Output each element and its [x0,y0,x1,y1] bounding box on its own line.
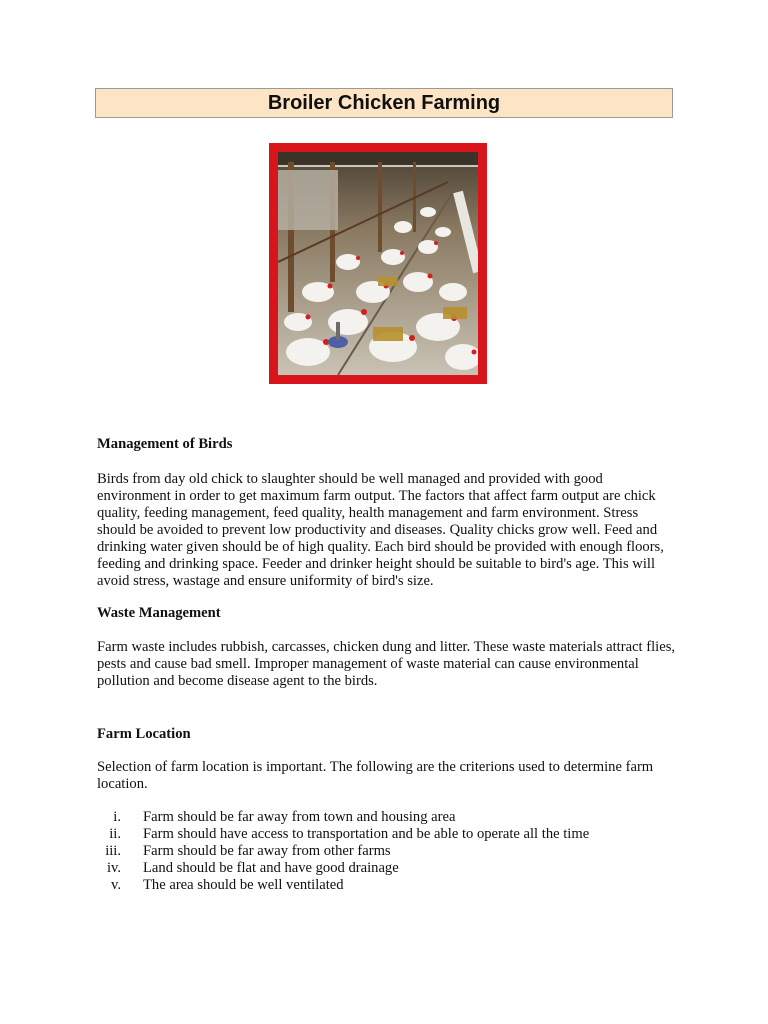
waste-paragraph: Farm waste includes rubbish, carcasses, chicken dung and litter. These waste materials attract flies, pests and cause bad smell. Improper management of waste material can cause environmental pollution and become disease agent to the birds. [97,639,676,689]
list-item-text: Farm should be far away from other farms [143,843,391,859]
location-paragraph: Selection of farm location is important. The following are the criterions used to determine farm location. [97,759,654,792]
page-title: Broiler Chicken Farming [267,91,501,114]
list-item-number: i. [113,809,121,825]
list-item [97,877,677,894]
list-item [97,809,677,826]
list-item [97,860,677,877]
list-item-text: Farm should have access to transportation and be able to operate all the time [143,826,590,842]
management-paragraph: Birds from day old chick to slaughter should be well managed and provided with good environment in order to get maximum farm output. The factors that affect farm output are chick quality, feeding management, feed quality, health management and farm environment. Stress should be avoided to prevent low productivity and diseases. Quality chicks grow well. Feed and drinking water given should be of high quality. Each bird should be provided with enough floors, feeding and drinking space. Feeder and drinker height should be suitable to bird's age. This will avoid stress, wastage and ensure uniformity of bird's size. [97,471,664,589]
list-item-number: ii. [109,826,121,842]
title-banner [95,88,673,118]
management-heading: Management of Birds [97,436,233,452]
list-item-text: Land should be flat and have good drainage [143,860,399,876]
list-item-number: iii. [105,843,121,859]
location-criteria-list [97,809,677,894]
list-item [97,826,677,843]
poultry-house-photo-icon [278,152,478,375]
waste-heading: Waste Management [97,605,221,621]
location-heading: Farm Location [97,726,191,742]
chicken-farm-photo [269,143,487,384]
list-item-text: Farm should be far away from town and housing area [143,809,456,825]
list-item-number: iv. [106,860,121,876]
list-item [97,843,677,860]
list-item-text: The area should be well ventilated [143,877,344,893]
list-item-number: v. [111,877,121,893]
